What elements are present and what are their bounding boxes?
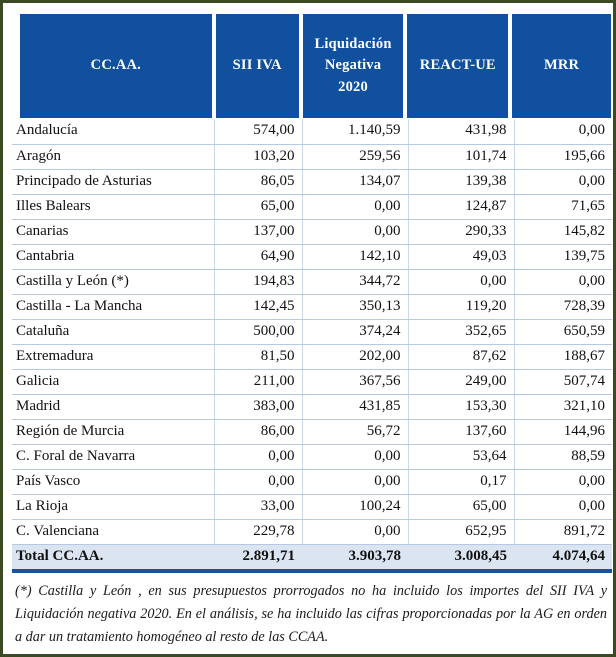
column-header-sii-iva (216, 14, 299, 118)
cell-region-name: Madrid (12, 394, 214, 419)
table-row (12, 419, 612, 444)
cell-region-name: Principado de Asturias (12, 169, 214, 194)
column-header-ccaa (20, 14, 212, 118)
cell-react: 0,17 (408, 469, 514, 494)
cell-region-name: La Rioja (12, 494, 214, 519)
table-row (12, 394, 612, 419)
cell-region-name: C. Foral de Navarra (12, 444, 214, 469)
cell-region-name: Canarias (12, 219, 214, 244)
table-row (12, 494, 612, 519)
cell-region-name: C. Valenciana (12, 519, 214, 544)
cell-mrr: 0,00 (514, 469, 612, 494)
cell-sii: 86,00 (214, 419, 302, 444)
table-row (12, 194, 612, 219)
cell-sii: 383,00 (214, 394, 302, 419)
cell-react: 139,38 (408, 169, 514, 194)
cell-liq: 374,24 (302, 319, 408, 344)
table-row (12, 369, 612, 394)
column-header-react-ue (407, 14, 508, 118)
table-row (12, 219, 612, 244)
cell-react: 53,64 (408, 444, 514, 469)
cell-mrr: 0,00 (514, 494, 612, 519)
cell-sii: 33,00 (214, 494, 302, 519)
table-footnote: (*) Castilla y León , en sus presupuestos prorrogados no ha incluido los importes del SII IVA y Liquidación negativa 2020. En el análisis, se ha incluido las cifras proporcionadas por la AG en orden a dar un tratamiento homogéneo al resto de las CCAA. (15, 583, 607, 645)
cell-sii: 86,05 (214, 169, 302, 194)
column-header-liquidacion-negativa (303, 14, 404, 118)
cell-liq: 142,10 (302, 244, 408, 269)
cell-liq: 0,00 (302, 469, 408, 494)
cell-total-sii: 2.891,71 (214, 544, 302, 571)
cell-react: 153,30 (408, 394, 514, 419)
cell-mrr: 88,59 (514, 444, 612, 469)
cell-mrr: 650,59 (514, 319, 612, 344)
column-header-mrr-label: MRR (543, 57, 580, 74)
cell-region-name: Extremadura (12, 344, 214, 369)
table-row (12, 319, 612, 344)
cell-liq: 202,00 (302, 344, 408, 369)
cell-mrr: 71,65 (514, 194, 612, 219)
cell-liq: 431,85 (302, 394, 408, 419)
cell-liq: 350,13 (302, 294, 408, 319)
column-header-liquidacion-lines (314, 34, 391, 97)
cell-mrr: 728,39 (514, 294, 612, 319)
table-row (12, 269, 612, 294)
cell-react: 124,87 (408, 194, 514, 219)
cell-react: 249,00 (408, 369, 514, 394)
cell-region-name: Galicia (12, 369, 214, 394)
table-row (12, 169, 612, 194)
table-row (12, 294, 612, 319)
cell-total-liq: 3.903,78 (302, 544, 408, 571)
cell-mrr: 144,96 (514, 419, 612, 444)
cell-total-react: 3.008,45 (408, 544, 514, 571)
column-header-react-ue-label: REACT-UE (419, 57, 496, 74)
cell-mrr: 188,67 (514, 344, 612, 369)
cell-total-mrr: 4.074,64 (514, 544, 612, 571)
cell-react: 137,60 (408, 419, 514, 444)
cell-liq: 56,72 (302, 419, 408, 444)
cell-react: 652,95 (408, 519, 514, 544)
cell-react: 352,65 (408, 319, 514, 344)
cell-region-name: Illes Balears (12, 194, 214, 219)
cell-sii: 103,20 (214, 144, 302, 169)
cell-mrr: 507,74 (514, 369, 612, 394)
cell-liq: 100,24 (302, 494, 408, 519)
column-header-sii-iva-label: SII IVA (232, 57, 282, 74)
cell-total-label: Total CC.AA. (12, 544, 214, 571)
cell-region-name: País Vasco (12, 469, 214, 494)
table-row (12, 444, 612, 469)
table-row (12, 344, 612, 369)
cell-react: 87,62 (408, 344, 514, 369)
cell-react: 49,03 (408, 244, 514, 269)
column-header-mrr (512, 14, 611, 118)
cell-liq: 367,56 (302, 369, 408, 394)
cell-liq: 134,07 (302, 169, 408, 194)
cell-sii: 142,45 (214, 294, 302, 319)
cell-react: 65,00 (408, 494, 514, 519)
cell-liq: 259,56 (302, 144, 408, 169)
cell-liq: 0,00 (302, 194, 408, 219)
cell-region-name: Cataluña (12, 319, 214, 344)
cell-region-name: Aragón (12, 144, 214, 169)
cell-liq: 0,00 (302, 519, 408, 544)
cell-react: 0,00 (408, 269, 514, 294)
cell-sii: 574,00 (214, 119, 302, 144)
cell-sii: 65,00 (214, 194, 302, 219)
cell-liq: 0,00 (302, 219, 408, 244)
cell-mrr: 0,00 (514, 169, 612, 194)
cell-react: 101,74 (408, 144, 514, 169)
cell-region-name: Castilla y León (*) (12, 269, 214, 294)
cell-liq: 1.140,59 (302, 119, 408, 144)
table-body (12, 119, 612, 571)
cell-mrr: 195,66 (514, 144, 612, 169)
cell-region-name: Cantabria (12, 244, 214, 269)
cell-sii: 81,50 (214, 344, 302, 369)
data-table (12, 119, 612, 573)
cell-liq: 0,00 (302, 444, 408, 469)
column-header-ccaa-label: CC.AA. (90, 57, 141, 74)
table-row (12, 119, 612, 144)
cell-sii: 64,90 (214, 244, 302, 269)
cell-sii: 194,83 (214, 269, 302, 294)
table-row (12, 519, 612, 544)
cell-mrr: 139,75 (514, 244, 612, 269)
cell-mrr: 0,00 (514, 269, 612, 294)
cell-sii: 0,00 (214, 444, 302, 469)
cell-react: 119,20 (408, 294, 514, 319)
cell-sii: 211,00 (214, 369, 302, 394)
column-header-liquidacion-line2: Negativa (324, 57, 382, 74)
cell-sii: 0,00 (214, 469, 302, 494)
cell-sii: 137,00 (214, 219, 302, 244)
cell-react: 290,33 (408, 219, 514, 244)
cell-liq: 344,72 (302, 269, 408, 294)
cell-react: 431,98 (408, 119, 514, 144)
cell-region-name: Andalucía (12, 119, 214, 144)
cell-mrr: 891,72 (514, 519, 612, 544)
table-row (12, 469, 612, 494)
cell-mrr: 321,10 (514, 394, 612, 419)
table-row (12, 144, 612, 169)
cell-sii: 229,78 (214, 519, 302, 544)
cell-mrr: 0,00 (514, 119, 612, 144)
table-row (12, 244, 612, 269)
table-header-row (6, 6, 616, 119)
column-header-liquidacion-line1: Liquidación (314, 36, 392, 53)
column-header-liquidacion-line3: 2020 (338, 78, 368, 95)
cell-region-name: Castilla - La Mancha (12, 294, 214, 319)
cell-sii: 500,00 (214, 319, 302, 344)
cell-region-name: Región de Murcia (12, 419, 214, 444)
cell-mrr: 145,82 (514, 219, 612, 244)
table-container (6, 6, 616, 657)
table-total-row (12, 544, 612, 571)
